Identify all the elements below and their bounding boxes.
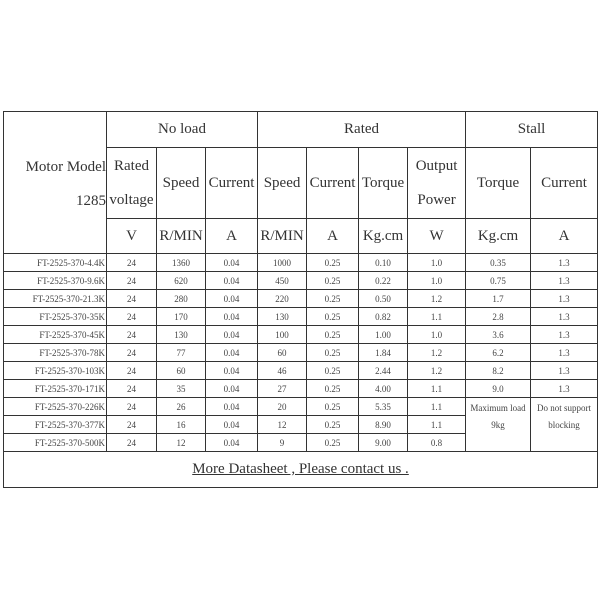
value-cell: 5.35 <box>359 398 408 416</box>
motor-model-label: Motor Model <box>25 159 106 175</box>
value-cell: 280 <box>157 290 206 308</box>
model-cell: FT-2525-370-377K <box>4 416 107 434</box>
table-row <box>4 362 598 380</box>
value-cell: 12 <box>258 416 307 434</box>
value-cell: 1.3 <box>531 326 598 344</box>
value-cell: 0.04 <box>206 254 258 272</box>
stall-current-note <box>531 398 598 452</box>
col-output-power <box>408 148 466 219</box>
value-cell: 1.3 <box>531 308 598 326</box>
value-cell: 1360 <box>157 254 206 272</box>
value-cell: 0.25 <box>307 254 359 272</box>
unit: R/MIN <box>157 219 206 254</box>
value-cell: 170 <box>157 308 206 326</box>
value-cell: 220 <box>258 290 307 308</box>
unit: V <box>107 219 157 254</box>
unit: A <box>531 219 598 254</box>
value-cell: 0.25 <box>307 290 359 308</box>
unit: R/MIN <box>258 219 307 254</box>
model-cell: FT-2525-370-171K <box>4 380 107 398</box>
value-cell: 9.00 <box>359 434 408 452</box>
value-cell: 16 <box>157 416 206 434</box>
note-line: Maximum load <box>470 403 526 413</box>
value-cell: 9 <box>258 434 307 452</box>
value-cell: 24 <box>107 308 157 326</box>
value-cell: 20 <box>258 398 307 416</box>
value-cell: 0.25 <box>307 326 359 344</box>
value-cell: 0.25 <box>307 398 359 416</box>
value-cell: 24 <box>107 290 157 308</box>
note-line: blocking <box>548 420 580 430</box>
value-cell: 1.3 <box>531 254 598 272</box>
value-cell: 27 <box>258 380 307 398</box>
value-cell: 24 <box>107 254 157 272</box>
model-cell: FT-2525-370-21.3K <box>4 290 107 308</box>
value-cell: 0.22 <box>359 272 408 290</box>
col-rated-voltage <box>107 148 157 219</box>
value-cell: 6.2 <box>466 344 531 362</box>
unit: W <box>408 219 466 254</box>
value-cell: 1.7 <box>466 290 531 308</box>
value-cell: 1.1 <box>408 308 466 326</box>
value-cell: 0.75 <box>466 272 531 290</box>
model-cell: FT-2525-370-45K <box>4 326 107 344</box>
value-cell: 60 <box>157 362 206 380</box>
model-cell: FT-2525-370-4.4K <box>4 254 107 272</box>
rated-label: Rated <box>114 158 149 174</box>
unit: Kg.cm <box>359 219 408 254</box>
model-cell: FT-2525-370-103K <box>4 362 107 380</box>
power-label: Power <box>417 192 456 208</box>
value-cell: 0.04 <box>206 434 258 452</box>
value-cell: 0.04 <box>206 380 258 398</box>
value-cell: 24 <box>107 434 157 452</box>
value-cell: 130 <box>258 308 307 326</box>
stall-group: Stall <box>466 112 598 148</box>
value-cell: 0.25 <box>307 380 359 398</box>
value-cell: 46 <box>258 362 307 380</box>
value-cell: 1.84 <box>359 344 408 362</box>
value-cell: 0.82 <box>359 308 408 326</box>
value-cell: 0.04 <box>206 308 258 326</box>
value-cell: 0.10 <box>359 254 408 272</box>
value-cell: 1.00 <box>359 326 408 344</box>
value-cell: 1.3 <box>531 344 598 362</box>
value-cell: 450 <box>258 272 307 290</box>
value-cell: 0.25 <box>307 344 359 362</box>
no-load-group: No load <box>107 112 258 148</box>
unit: A <box>206 219 258 254</box>
value-cell: 0.25 <box>307 308 359 326</box>
value-cell: 9.0 <box>466 380 531 398</box>
value-cell: 1.1 <box>408 416 466 434</box>
value-cell: 0.04 <box>206 272 258 290</box>
model-cell: FT-2525-370-500K <box>4 434 107 452</box>
value-cell: 1.2 <box>408 290 466 308</box>
table-row <box>4 290 598 308</box>
value-cell: 130 <box>157 326 206 344</box>
col-rated-torque: Torque <box>359 148 408 219</box>
value-cell: 4.00 <box>359 380 408 398</box>
table-row <box>4 308 598 326</box>
value-cell: 2.44 <box>359 362 408 380</box>
value-cell: 1.3 <box>531 290 598 308</box>
table-row <box>4 326 598 344</box>
value-cell: 1.1 <box>408 380 466 398</box>
value-cell: 24 <box>107 272 157 290</box>
contact-link[interactable]: More Datasheet , Please contact us . <box>192 461 409 477</box>
value-cell: 0.04 <box>206 344 258 362</box>
stall-torque-note <box>466 398 531 452</box>
value-cell: 0.25 <box>307 434 359 452</box>
value-cell: 0.04 <box>206 326 258 344</box>
motor-spec-table <box>3 111 598 488</box>
model-code: 1285 <box>76 193 106 209</box>
value-cell: 100 <box>258 326 307 344</box>
note-line: Do not support <box>537 403 592 413</box>
value-cell: 24 <box>107 380 157 398</box>
value-cell: 0.04 <box>206 290 258 308</box>
value-cell: 8.2 <box>466 362 531 380</box>
voltage-label: voltage <box>109 192 154 208</box>
value-cell: 24 <box>107 362 157 380</box>
value-cell: 1.0 <box>408 326 466 344</box>
value-cell: 1.2 <box>408 344 466 362</box>
value-cell: 0.25 <box>307 272 359 290</box>
table-row <box>4 254 598 272</box>
value-cell: 1.3 <box>531 362 598 380</box>
value-cell: 0.8 <box>408 434 466 452</box>
table-row <box>4 344 598 362</box>
note-line: 9kg <box>491 420 505 430</box>
col-rated-current: Current <box>307 148 359 219</box>
value-cell: 3.6 <box>466 326 531 344</box>
unit: Kg.cm <box>466 219 531 254</box>
value-cell: 620 <box>157 272 206 290</box>
footer-cell <box>4 452 598 488</box>
value-cell: 24 <box>107 326 157 344</box>
value-cell: 24 <box>107 344 157 362</box>
value-cell: 24 <box>107 398 157 416</box>
value-cell: 0.04 <box>206 416 258 434</box>
value-cell: 1000 <box>258 254 307 272</box>
value-cell: 12 <box>157 434 206 452</box>
value-cell: 1.0 <box>408 254 466 272</box>
value-cell: 0.35 <box>466 254 531 272</box>
col-stall-current: Current <box>531 148 598 219</box>
output-label: Output <box>415 158 458 174</box>
unit: A <box>307 219 359 254</box>
motor-model-header <box>4 112 107 254</box>
value-cell: 0.50 <box>359 290 408 308</box>
value-cell: 77 <box>157 344 206 362</box>
value-cell: 35 <box>157 380 206 398</box>
table-row <box>4 398 598 416</box>
model-cell: FT-2525-370-9.6K <box>4 272 107 290</box>
model-cell: FT-2525-370-35K <box>4 308 107 326</box>
value-cell: 0.25 <box>307 362 359 380</box>
value-cell: 0.25 <box>307 416 359 434</box>
value-cell: 1.3 <box>531 380 598 398</box>
table-row <box>4 272 598 290</box>
col-noload-speed: Speed <box>157 148 206 219</box>
value-cell: 1.2 <box>408 362 466 380</box>
table-row <box>4 380 598 398</box>
value-cell: 2.8 <box>466 308 531 326</box>
value-cell: 1.1 <box>408 398 466 416</box>
value-cell: 1.0 <box>408 272 466 290</box>
value-cell: 26 <box>157 398 206 416</box>
model-cell: FT-2525-370-78K <box>4 344 107 362</box>
value-cell: 0.04 <box>206 362 258 380</box>
rated-group: Rated <box>258 112 466 148</box>
value-cell: 24 <box>107 416 157 434</box>
col-stall-torque: Torque <box>466 148 531 219</box>
col-rated-speed: Speed <box>258 148 307 219</box>
model-cell: FT-2525-370-226K <box>4 398 107 416</box>
value-cell: 8.90 <box>359 416 408 434</box>
value-cell: 0.04 <box>206 398 258 416</box>
col-noload-current: Current <box>206 148 258 219</box>
value-cell: 60 <box>258 344 307 362</box>
value-cell: 1.3 <box>531 272 598 290</box>
